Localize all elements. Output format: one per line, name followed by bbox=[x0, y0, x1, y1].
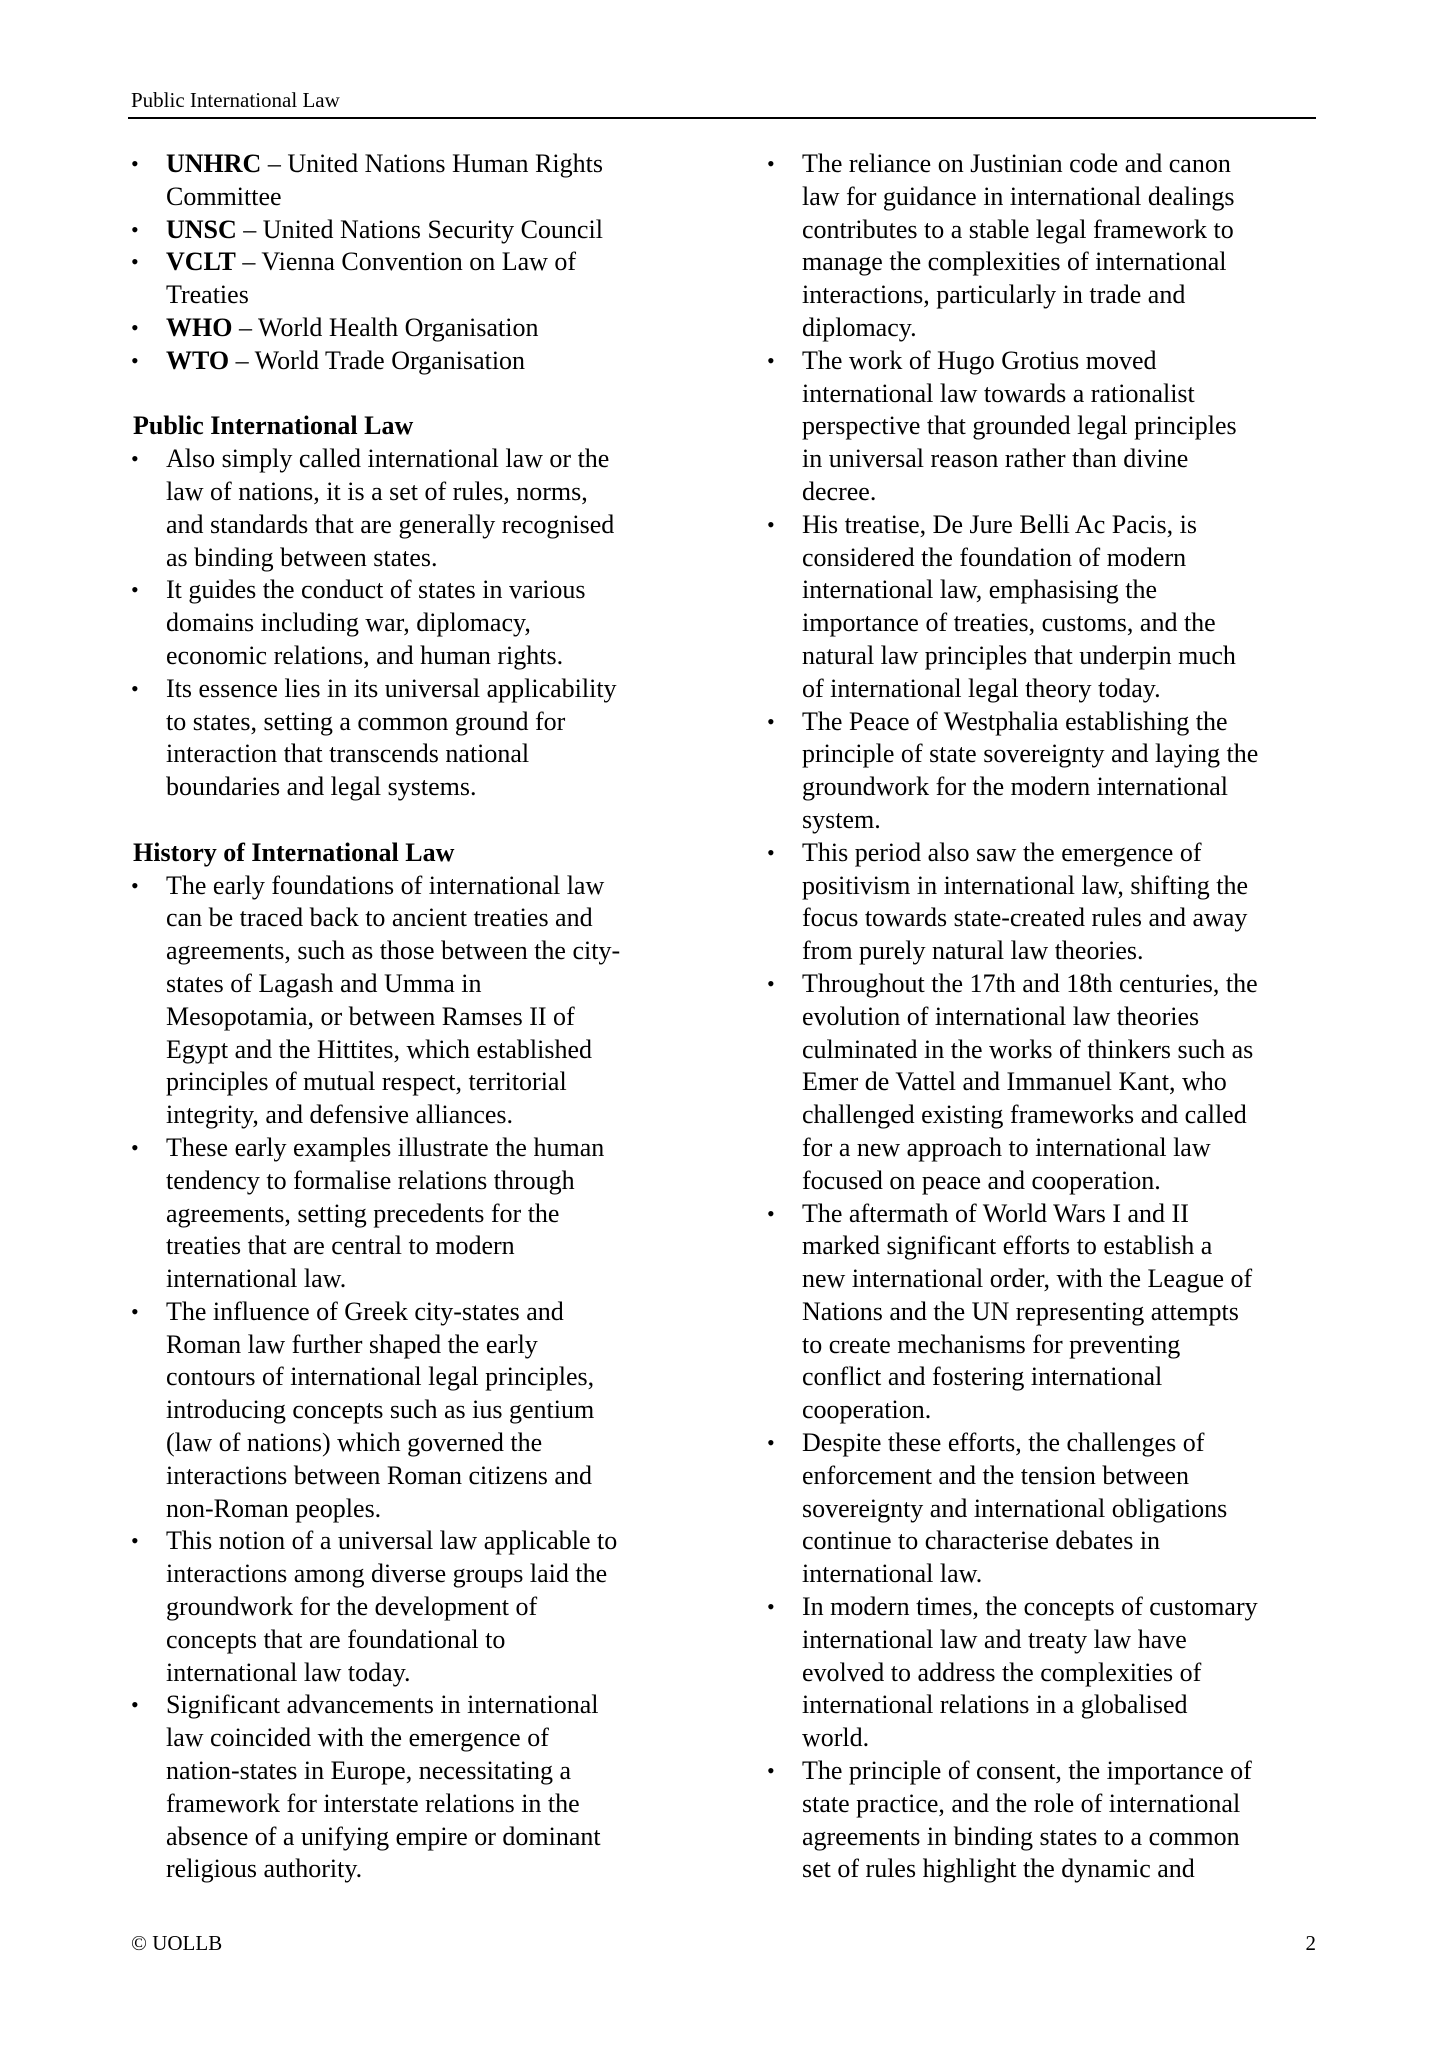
bullet-icon: • bbox=[131, 577, 139, 603]
list-item-text: The Peace of Westphalia establishing the bbox=[802, 706, 1228, 736]
list-item-continuation bbox=[131, 1591, 691, 1624]
list-item-continuation bbox=[131, 1230, 691, 1263]
bullet-icon: • bbox=[131, 216, 139, 242]
abbreviation-term: UNSC bbox=[166, 214, 237, 244]
list-item-continuation bbox=[131, 542, 691, 575]
list-item bbox=[131, 148, 691, 181]
list-item-text: continue to characterise debates in bbox=[802, 1526, 1161, 1556]
abbreviation-term: WTO bbox=[166, 345, 230, 375]
list-item-text: Its essence lies in its universal applicability bbox=[166, 673, 617, 703]
list-item-continuation bbox=[767, 607, 1327, 640]
list-item-text: religious authority. bbox=[166, 1854, 363, 1884]
list-item-text: boundaries and legal systems. bbox=[166, 772, 477, 802]
list-item-text: law for guidance in international dealings bbox=[802, 181, 1235, 211]
list-item-text: The work of Hugo Grotius moved bbox=[802, 345, 1157, 375]
list-item-continuation bbox=[131, 1099, 691, 1132]
list-item-continuation bbox=[131, 1001, 691, 1034]
list-item-text: to create mechanisms for preventing bbox=[802, 1329, 1181, 1359]
list-item-continuation bbox=[767, 246, 1327, 279]
list-item-text: In modern times, the concepts of customary bbox=[802, 1592, 1258, 1622]
list-item-continuation bbox=[131, 640, 691, 673]
bullet-icon: • bbox=[767, 708, 775, 734]
list-item-continuation bbox=[131, 1165, 691, 1198]
bullet-icon: • bbox=[131, 1298, 139, 1324]
list-item-continuation bbox=[131, 1198, 691, 1231]
list-item bbox=[767, 837, 1327, 870]
list-item bbox=[131, 1296, 691, 1329]
list-item-text: Despite these efforts, the challenges of bbox=[802, 1428, 1205, 1458]
list-item-continuation bbox=[767, 1821, 1327, 1854]
abbreviation-definition: – World Trade Organisation bbox=[229, 345, 526, 375]
list-item-text: international law. bbox=[166, 1264, 347, 1294]
bullet-icon: • bbox=[767, 511, 775, 537]
blank-line bbox=[131, 804, 691, 837]
list-item-text: Also simply called international law or the bbox=[166, 444, 610, 474]
list-item-text: challenged existing frameworks and called bbox=[802, 1100, 1247, 1130]
list-item bbox=[767, 148, 1327, 181]
list-item-text: international relations in a globalised bbox=[802, 1690, 1188, 1720]
list-item bbox=[767, 345, 1327, 378]
list-item-continuation bbox=[767, 771, 1327, 804]
list-item-text: interactions, particularly in trade and bbox=[802, 280, 1186, 310]
abbreviation-entry bbox=[166, 246, 576, 279]
list-item-continuation bbox=[131, 1066, 691, 1099]
bullet-icon: • bbox=[767, 1758, 775, 1784]
list-item-continuation bbox=[767, 1263, 1327, 1296]
abbreviation-term: UNHRC bbox=[166, 149, 262, 178]
list-item-continuation bbox=[131, 1460, 691, 1493]
list-item bbox=[131, 1525, 691, 1558]
bullet-icon: • bbox=[131, 249, 139, 275]
abbreviation-definition: – United Nations Security Council bbox=[236, 214, 603, 244]
list-item-continuation bbox=[767, 1558, 1327, 1591]
list-item-continuation bbox=[767, 673, 1327, 706]
blank-line bbox=[131, 378, 691, 411]
list-item bbox=[131, 870, 691, 903]
list-item-text: set of rules highlight the dynamic and bbox=[802, 1854, 1195, 1884]
list-item bbox=[131, 673, 691, 706]
section-heading bbox=[131, 837, 691, 870]
list-item-text: The influence of Greek city-states and bbox=[166, 1296, 564, 1326]
bullet-icon: • bbox=[131, 314, 139, 340]
list-item-continuation bbox=[131, 706, 691, 739]
list-item-text: interactions between Roman citizens and bbox=[166, 1460, 592, 1490]
list-item-text: Roman law further shaped the early bbox=[166, 1329, 538, 1359]
list-item-continuation bbox=[767, 181, 1327, 214]
abbreviation-term: VCLT bbox=[166, 247, 236, 277]
list-item-continuation bbox=[131, 1427, 691, 1460]
list-item-continuation bbox=[767, 1788, 1327, 1821]
list-item-continuation bbox=[767, 1493, 1327, 1526]
list-item-text: law coincided with the emergence of bbox=[166, 1723, 549, 1753]
list-item-text: positivism in international law, shifting the bbox=[802, 870, 1249, 900]
list-item bbox=[767, 968, 1327, 1001]
bullet-icon: • bbox=[767, 1200, 775, 1226]
list-item bbox=[131, 246, 691, 279]
list-item-continuation bbox=[767, 935, 1327, 968]
list-item-text: The principle of consent, the importance of bbox=[802, 1756, 1252, 1786]
list-item-continuation bbox=[131, 1361, 691, 1394]
list-item-continuation bbox=[131, 279, 691, 312]
list-item-text: groundwork for the modern international bbox=[802, 772, 1228, 802]
bullet-icon: • bbox=[131, 1692, 139, 1718]
list-item-text: This notion of a universal law applicable to bbox=[166, 1526, 618, 1556]
list-item-continuation bbox=[131, 1657, 691, 1690]
list-item-text: interaction that transcends national bbox=[166, 739, 530, 769]
bullet-icon: • bbox=[767, 970, 775, 996]
list-item-continuation bbox=[767, 1329, 1327, 1362]
abbreviation-entry bbox=[166, 345, 525, 378]
list-item-continuation bbox=[131, 1722, 691, 1755]
list-item-text: His treatise, De Jure Belli Ac Pacis, is bbox=[802, 509, 1197, 539]
list-item-text: conflict and fostering international bbox=[802, 1362, 1163, 1392]
footer-copyright: © UOLLB bbox=[131, 1931, 223, 1955]
list-item-continuation bbox=[131, 1755, 691, 1788]
list-item-continuation bbox=[767, 902, 1327, 935]
list-item-continuation bbox=[767, 1132, 1327, 1165]
abbreviation-entry bbox=[166, 148, 603, 181]
bullet-icon: • bbox=[131, 347, 139, 373]
list-item-text: of international legal theory today. bbox=[802, 673, 1161, 703]
bullet-icon: • bbox=[131, 675, 139, 701]
bullet-icon: • bbox=[767, 151, 775, 176]
list-item-text: sovereignty and international obligations bbox=[802, 1493, 1228, 1523]
list-item-text: agreements, setting precedents for the bbox=[166, 1198, 560, 1228]
list-item-continuation bbox=[767, 738, 1327, 771]
section-heading bbox=[131, 410, 691, 443]
bullet-icon: • bbox=[767, 1594, 775, 1620]
list-item-continuation bbox=[767, 640, 1327, 673]
list-item bbox=[767, 1591, 1327, 1624]
list-item-text: Significant advancements in international bbox=[166, 1690, 599, 1720]
list-item-text: perspective that grounded legal principles bbox=[802, 411, 1237, 441]
list-item-continuation bbox=[131, 1624, 691, 1657]
list-item-continuation bbox=[767, 1296, 1327, 1329]
list-item-text: introducing concepts such as ius gentium bbox=[166, 1395, 595, 1425]
list-item-text: absence of a unifying empire or dominant bbox=[166, 1821, 601, 1851]
list-item-text: new international order, with the League of bbox=[802, 1264, 1253, 1294]
list-item bbox=[767, 1755, 1327, 1788]
list-item-continuation bbox=[767, 1460, 1327, 1493]
bullet-icon: • bbox=[131, 1134, 139, 1160]
bullet-icon: • bbox=[767, 1430, 775, 1456]
abbreviation-entry bbox=[166, 214, 603, 247]
list-item-continuation bbox=[131, 509, 691, 542]
list-item bbox=[767, 706, 1327, 739]
list-item-text: It guides the conduct of states in various bbox=[166, 575, 586, 605]
list-item-continuation bbox=[767, 1099, 1327, 1132]
list-item-continuation bbox=[131, 1034, 691, 1067]
list-item-continuation bbox=[131, 1788, 691, 1821]
bullet-icon: • bbox=[131, 1528, 139, 1554]
list-item bbox=[131, 443, 691, 476]
list-item-continuation bbox=[767, 1066, 1327, 1099]
list-item-continuation bbox=[767, 1722, 1327, 1755]
list-item-text: international law towards a rationalist bbox=[802, 378, 1195, 408]
list-item-text: diplomacy. bbox=[802, 312, 917, 342]
list-item-continuation bbox=[767, 476, 1327, 509]
list-item-text: Committee bbox=[166, 181, 282, 211]
list-item-continuation bbox=[767, 870, 1327, 903]
list-item-text: non-Roman peoples. bbox=[166, 1493, 382, 1523]
list-item-text: states of Lagash and Umma in bbox=[166, 968, 482, 998]
list-item-text: groundwork for the development of bbox=[166, 1592, 538, 1622]
list-item-text: considered the foundation of modern bbox=[802, 542, 1187, 572]
list-item-continuation bbox=[131, 1329, 691, 1362]
list-item-text: from purely natural law theories. bbox=[802, 936, 1144, 966]
list-item-text: focus towards state-created rules and away bbox=[802, 903, 1248, 933]
bullet-icon: • bbox=[767, 347, 775, 373]
list-item-continuation bbox=[131, 738, 691, 771]
list-item-text: international law today. bbox=[166, 1657, 411, 1687]
list-item-continuation bbox=[131, 1558, 691, 1591]
abbreviation-definition: – Vienna Convention on Law of bbox=[235, 247, 577, 277]
list-item-continuation bbox=[131, 607, 691, 640]
list-item-continuation bbox=[131, 1853, 691, 1886]
list-item-text: state practice, and the role of international bbox=[802, 1788, 1241, 1818]
list-item-continuation bbox=[767, 1689, 1327, 1722]
list-item-text: Treaties bbox=[166, 280, 249, 310]
list-item-continuation bbox=[131, 935, 691, 968]
list-item bbox=[767, 1427, 1327, 1460]
list-item-text: tendency to formalise relations through bbox=[166, 1165, 575, 1195]
section-heading-text: History of International Law bbox=[133, 837, 455, 867]
list-item-text: evolved to address the complexities of bbox=[802, 1657, 1202, 1687]
list-item-text: culminated in the works of thinkers such as bbox=[802, 1034, 1254, 1064]
list-item-continuation bbox=[767, 1230, 1327, 1263]
list-item-text: Egypt and the Hittites, which established bbox=[166, 1034, 593, 1064]
list-item-text: agreements, such as those between the city- bbox=[166, 936, 621, 966]
list-item-text: These early examples illustrate the human bbox=[166, 1132, 605, 1162]
list-item-text: Nations and the UN representing attempts bbox=[802, 1296, 1239, 1326]
list-item-text: contributes to a stable legal framework to bbox=[802, 214, 1234, 244]
list-item-continuation bbox=[767, 1525, 1327, 1558]
list-item-text: evolution of international law theories bbox=[802, 1001, 1200, 1031]
list-item bbox=[131, 345, 691, 378]
list-item bbox=[131, 1689, 691, 1722]
list-item-text: integrity, and defensive alliances. bbox=[166, 1100, 514, 1130]
list-item bbox=[131, 574, 691, 607]
list-item-text: domains including war, diplomacy, bbox=[166, 608, 531, 638]
list-item bbox=[131, 214, 691, 247]
list-item-text: to states, setting a common ground for bbox=[166, 706, 566, 736]
abbreviation-definition: – World Health Organisation bbox=[232, 312, 539, 342]
list-item-text: cooperation. bbox=[802, 1395, 932, 1425]
abbreviation-term: WHO bbox=[166, 312, 233, 342]
list-item-continuation bbox=[131, 902, 691, 935]
list-item-text: (law of nations) which governed the bbox=[166, 1428, 543, 1458]
list-item-text: The early foundations of international law bbox=[166, 870, 605, 900]
list-item-text: This period also saw the emergence of bbox=[802, 837, 1202, 867]
list-item-continuation bbox=[131, 1821, 691, 1854]
list-item-text: can be traced back to ancient treaties and bbox=[166, 903, 593, 933]
list-item-text: international law, emphasising the bbox=[802, 575, 1157, 605]
list-item bbox=[131, 1132, 691, 1165]
list-item-continuation bbox=[767, 214, 1327, 247]
list-item-text: world. bbox=[802, 1723, 870, 1753]
bullet-icon: • bbox=[131, 872, 139, 898]
list-item-text: economic relations, and human rights. bbox=[166, 640, 564, 670]
list-item bbox=[131, 312, 691, 345]
list-item-continuation bbox=[767, 410, 1327, 443]
bullet-icon: • bbox=[767, 839, 775, 865]
bullet-icon: • bbox=[131, 151, 139, 176]
list-item-text: interactions among diverse groups laid the bbox=[166, 1559, 608, 1589]
list-item-text: The reliance on Justinian code and canon bbox=[802, 149, 1231, 178]
list-item-continuation bbox=[767, 804, 1327, 837]
list-item-text: system. bbox=[802, 804, 881, 834]
list-item-continuation bbox=[131, 181, 691, 214]
abbreviation-definition: – United Nations Human Rights bbox=[261, 149, 603, 178]
list-item-continuation bbox=[767, 1001, 1327, 1034]
list-item-continuation bbox=[131, 1263, 691, 1296]
list-item-text: natural law principles that underpin much bbox=[802, 640, 1236, 670]
list-item-text: principle of state sovereignty and laying the bbox=[802, 739, 1259, 769]
abbreviation-entry bbox=[166, 312, 538, 345]
list-item bbox=[767, 1198, 1327, 1231]
right-column bbox=[767, 148, 1327, 1886]
list-item-continuation bbox=[767, 378, 1327, 411]
list-item-text: nation-states in Europe, necessitating a bbox=[166, 1756, 572, 1786]
list-item-continuation bbox=[767, 443, 1327, 476]
list-item bbox=[767, 509, 1327, 542]
bullet-icon: • bbox=[131, 446, 139, 472]
list-item-text: principles of mutual respect, territorial bbox=[166, 1067, 567, 1097]
list-item-continuation bbox=[131, 968, 691, 1001]
list-item-text: concepts that are foundational to bbox=[166, 1624, 506, 1654]
list-item-text: The aftermath of World Wars I and II bbox=[802, 1198, 1189, 1228]
list-item-text: international law and treaty law have bbox=[802, 1624, 1187, 1654]
section-heading-text: Public International Law bbox=[133, 411, 414, 441]
list-item-text: contours of international legal principles, bbox=[166, 1362, 595, 1392]
list-item-text: importance of treaties, customs, and the bbox=[802, 608, 1216, 638]
list-item-text: Throughout the 17th and 18th centuries, the bbox=[802, 968, 1258, 998]
list-item-text: enforcement and the tension between bbox=[802, 1460, 1189, 1490]
list-item-text: marked significant efforts to establish a bbox=[802, 1231, 1213, 1261]
list-item-continuation bbox=[131, 1394, 691, 1427]
footer-page-number: 2 bbox=[1305, 1931, 1316, 1955]
list-item-text: Emer de Vattel and Immanuel Kant, who bbox=[802, 1067, 1227, 1097]
list-item-text: Mesopotamia, or between Ramses II of bbox=[166, 1001, 575, 1031]
list-item-continuation bbox=[767, 1657, 1327, 1690]
list-item-text: international law. bbox=[802, 1559, 983, 1589]
list-item-continuation bbox=[131, 476, 691, 509]
list-item-continuation bbox=[767, 1624, 1327, 1657]
header-rule bbox=[128, 117, 1316, 119]
list-item-text: decree. bbox=[802, 476, 877, 506]
list-item-text: manage the complexities of international bbox=[802, 247, 1227, 277]
list-item-text: law of nations, it is a set of rules, norms, bbox=[166, 476, 588, 506]
list-item-continuation bbox=[767, 1165, 1327, 1198]
list-item-continuation bbox=[767, 312, 1327, 345]
left-column bbox=[131, 148, 691, 1886]
list-item-text: for a new approach to international law bbox=[802, 1132, 1211, 1162]
list-item-continuation bbox=[767, 574, 1327, 607]
list-item-continuation bbox=[767, 1361, 1327, 1394]
list-item-text: in universal reason rather than divine bbox=[802, 444, 1189, 474]
list-item-continuation bbox=[767, 1034, 1327, 1067]
list-item-text: treaties that are central to modern bbox=[166, 1231, 515, 1261]
list-item-continuation bbox=[131, 1493, 691, 1526]
list-item-continuation bbox=[767, 1853, 1327, 1886]
list-item-continuation bbox=[767, 279, 1327, 312]
list-item-continuation bbox=[767, 542, 1327, 575]
list-item-text: as binding between states. bbox=[166, 542, 438, 572]
running-header: Public International Law bbox=[131, 88, 340, 112]
list-item-text: and standards that are generally recognised bbox=[166, 509, 615, 539]
list-item-text: framework for interstate relations in the bbox=[166, 1788, 580, 1818]
list-item-continuation bbox=[131, 771, 691, 804]
list-item-text: agreements in binding states to a common bbox=[802, 1821, 1240, 1851]
list-item-continuation bbox=[767, 1394, 1327, 1427]
list-item-text: focused on peace and cooperation. bbox=[802, 1165, 1161, 1195]
